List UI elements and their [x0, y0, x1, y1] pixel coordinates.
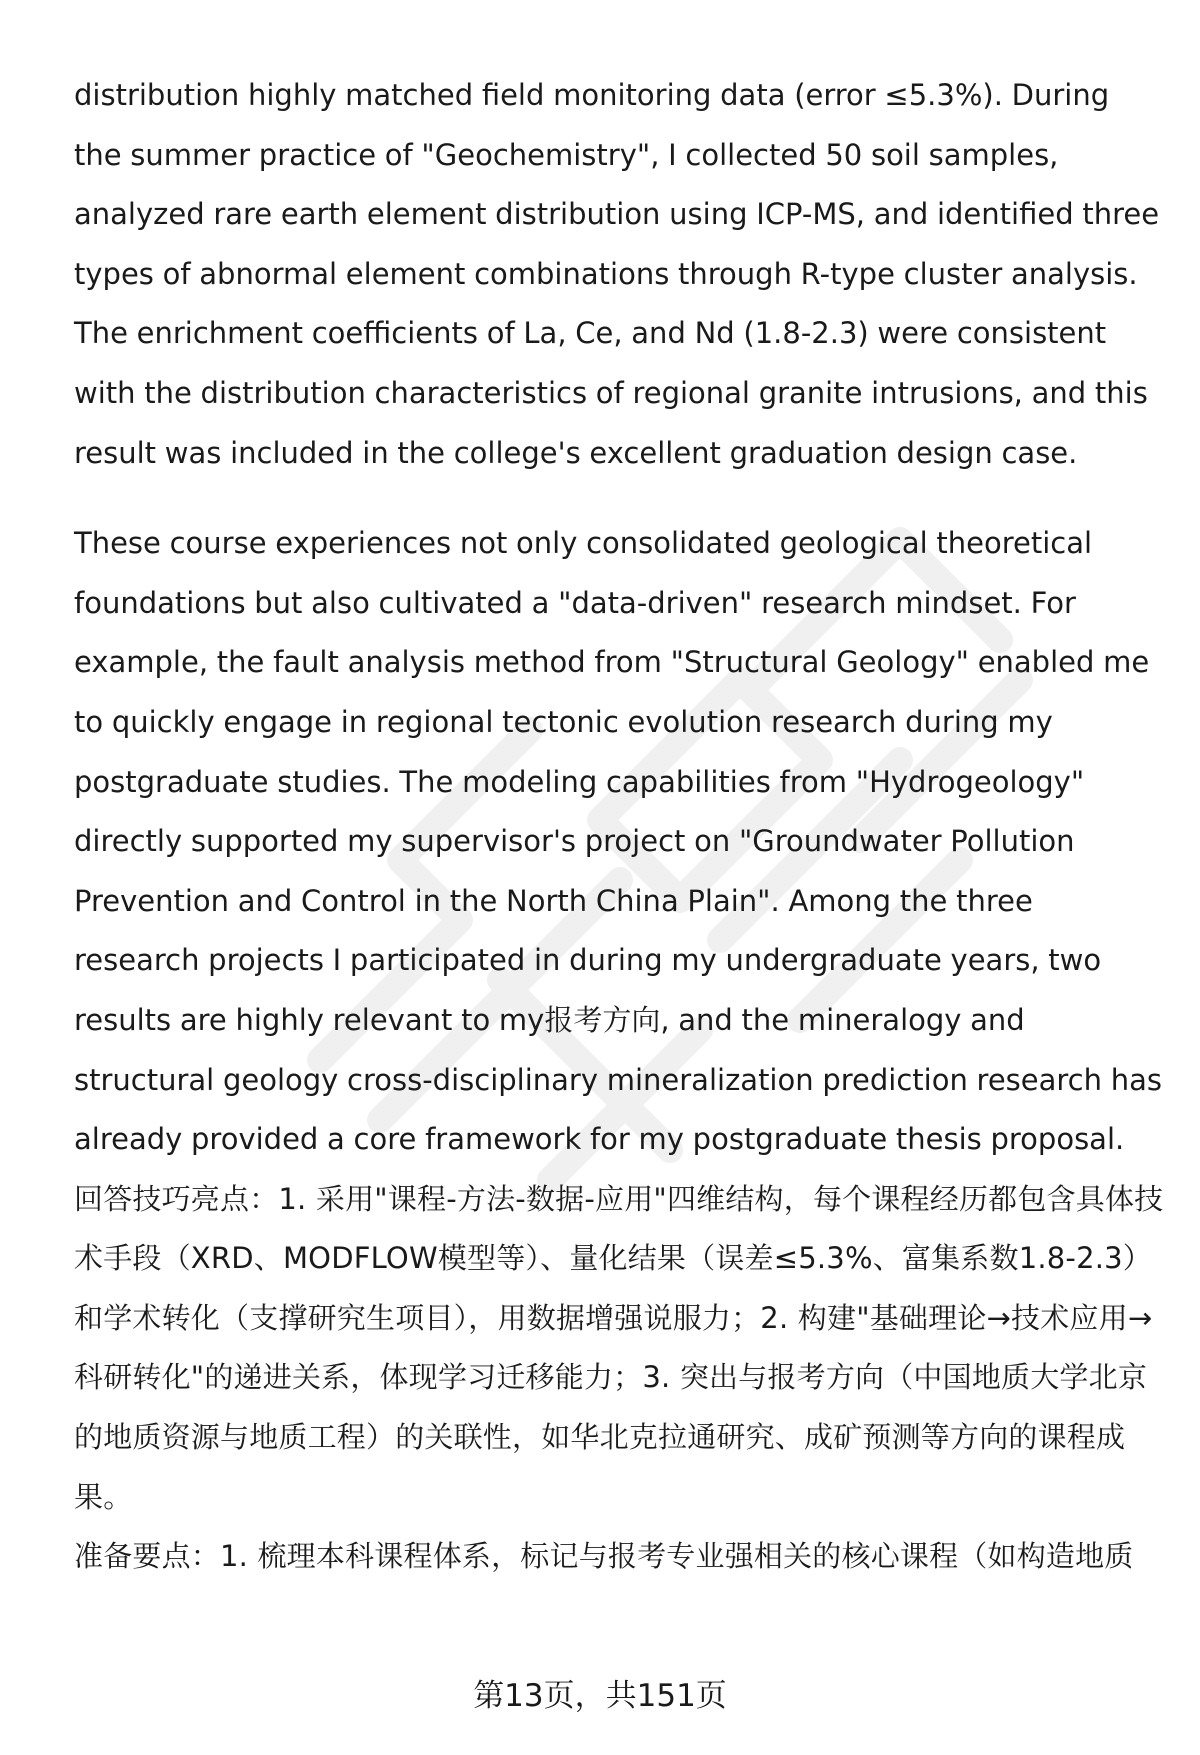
- paragraph-prep-points: 准备要点：1. 梳理本科课程体系，标记与报考专业强相关的核心课程（如构造地质: [74, 1539, 1134, 1574]
- page-number: 第13页，共151页: [473, 1678, 727, 1714]
- paragraph-2: These course experiences not only consolidated geological theoretical foundations but also cultivated a "data-driven" research mindset. For example, the fault analysis method from "Structural Geology" enabled me to quickly engage in regional tectonic evolution research during my postgraduate studies. The modeling capabilities from "Hydrogeology" directly supported my supervisor's project on "Groundwater Pollution Prevention and Control in the North China Plain". Among the three research projects I participated in during my undergraduate years, two results are highly relevant to my报考方向, and the mineralogy and structural geology cross-disciplinary mineralization prediction research has already provided a core framework for my postgraduate thesis proposal.: [74, 526, 1162, 1157]
- paragraph-1: distribution highly matched field monitoring data (error ≤5.3%). During the summer practice of "Geochemistry", I collected 50 soil samples, analyzed rare earth element distribution using ICP-MS, and identified three types of abnormal element combinations through R-type cluster analysis. The enrichment coefficients of La, Ce, and Nd (1.8-2.3) were consistent with the distribution characteristics of regional granite intrusions, and this result was included in the college's excellent graduation design case.: [74, 78, 1160, 470]
- document-body: [74, 66, 1164, 1587]
- paragraph-answer-tips: 回答技巧亮点：1. 采用"课程-方法-数据-应用"四维结构，每个课程经历都包含具体技术手段（XRD、MODFLOW模型等）、量化结果（误差≤5.3%、富集系数1.8-2.3）和学术转化（支撑研究生项目），用数据增强说服力；2. 构建"基础理论→技术应用→科研转化"的递进关系，体现学习迁移能力；3. 突出与报考方向（中国地质大学北京的地质资源与地质工程）的关联性，如华北克拉通研究、成矿预测等方向的课程成果。: [74, 1181, 1164, 1514]
